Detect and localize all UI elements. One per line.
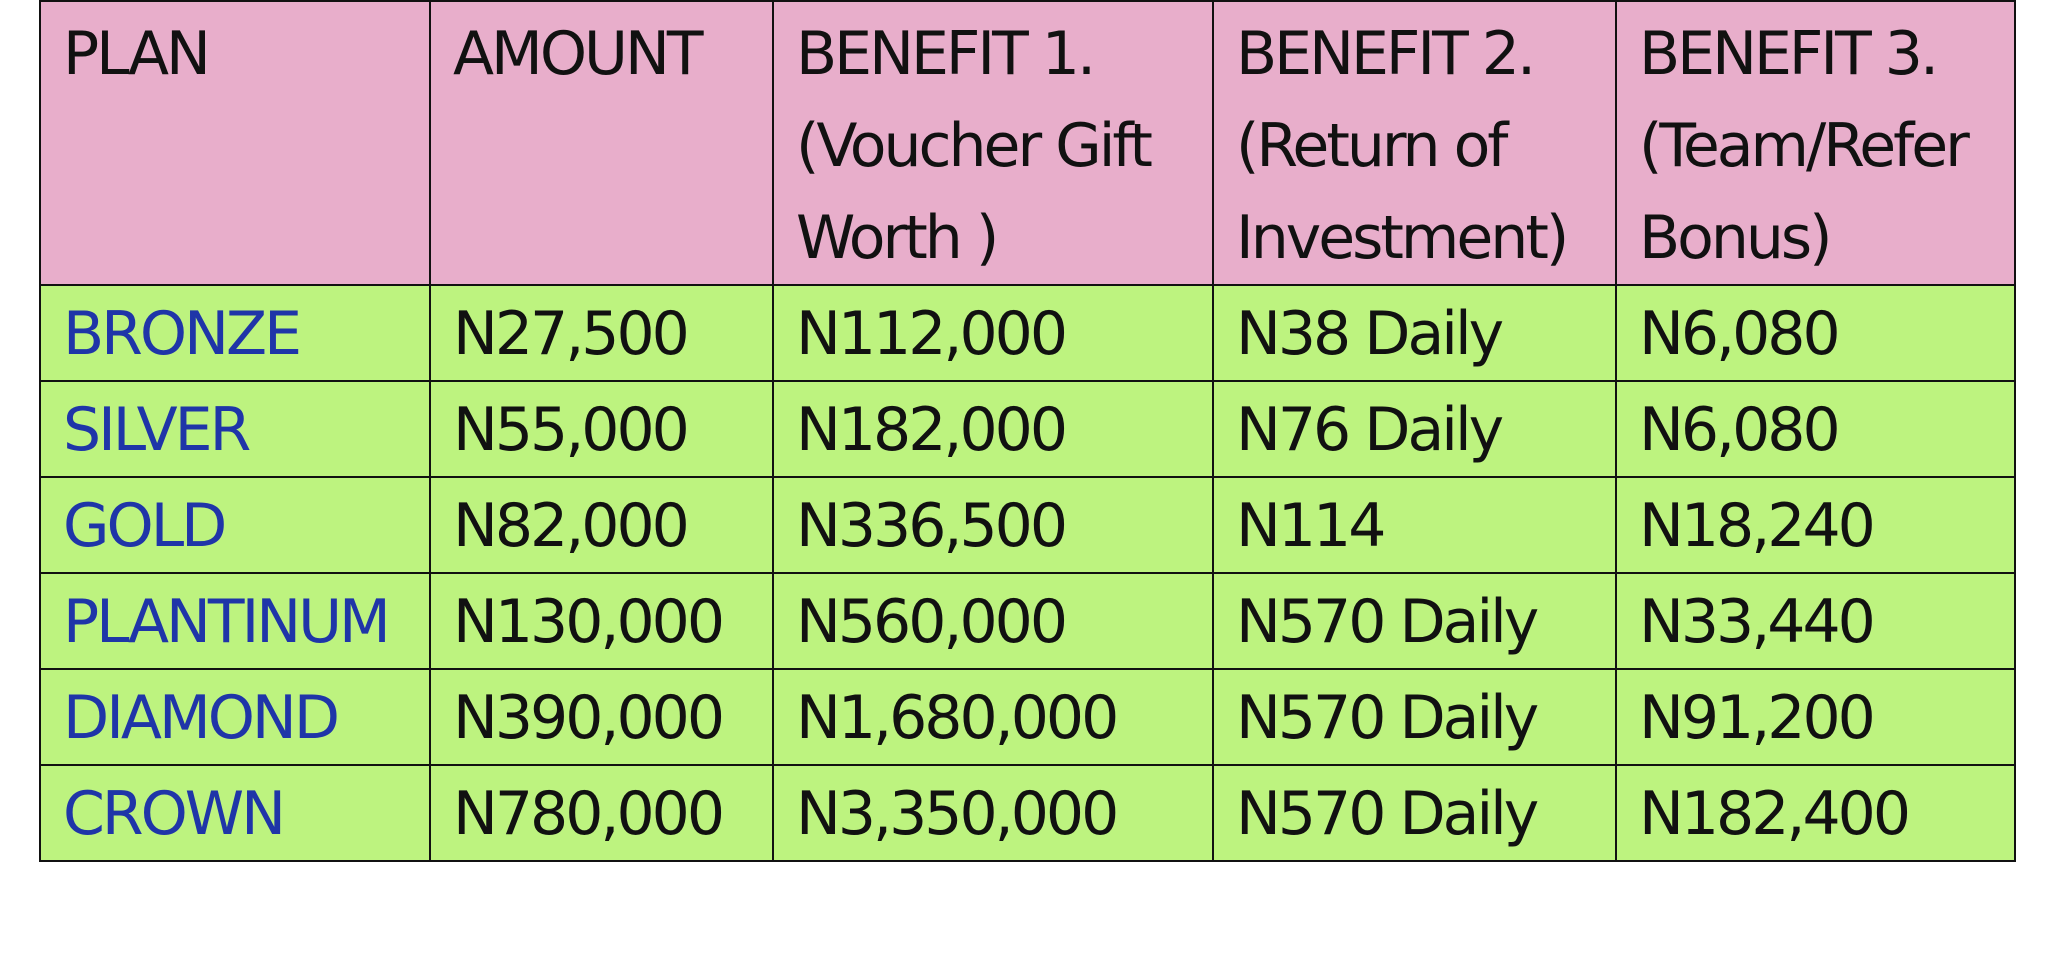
benefit1-cell: N112,000: [773, 285, 1213, 381]
plan-cell: DIAMOND: [40, 669, 430, 765]
plans-table-container: [39, 0, 2014, 862]
table-row: [40, 765, 2015, 861]
amount-cell: N82,000: [430, 477, 773, 573]
header-benefit1-line2: (Voucher Gift: [796, 111, 1150, 181]
table-row: [40, 381, 2015, 477]
benefit2-cell: N38 Daily: [1213, 285, 1616, 381]
benefit2-cell: N570 Daily: [1213, 669, 1616, 765]
header-benefit1-line3: Worth ): [796, 203, 997, 273]
benefit2-cell: N570 Daily: [1213, 765, 1616, 861]
table-row: [40, 573, 2015, 669]
header-benefit2: [1213, 1, 1616, 285]
table-row: [40, 669, 2015, 765]
plan-cell: SILVER: [40, 381, 430, 477]
table-header: [40, 1, 2015, 285]
table-body: [40, 285, 2015, 861]
amount-cell: N27,500: [430, 285, 773, 381]
benefit1-cell: N182,000: [773, 381, 1213, 477]
benefit3-cell: N6,080: [1616, 381, 2015, 477]
header-benefit3-line1: BENEFIT 3.: [1639, 19, 1937, 89]
header-amount: [430, 1, 773, 285]
header-row: [40, 1, 2015, 285]
benefit3-cell: N182,400: [1616, 765, 2015, 861]
amount-cell: N390,000: [430, 669, 773, 765]
header-benefit3: [1616, 1, 2015, 285]
plan-cell: GOLD: [40, 477, 430, 573]
header-benefit3-line3: Bonus): [1639, 203, 1830, 273]
benefit1-cell: N3,350,000: [773, 765, 1213, 861]
header-benefit2-line1: BENEFIT 2.: [1236, 19, 1534, 89]
plan-cell: BRONZE: [40, 285, 430, 381]
header-plan-label: PLAN: [63, 19, 208, 89]
benefit3-cell: N91,200: [1616, 669, 2015, 765]
table-row: [40, 477, 2015, 573]
amount-cell: N130,000: [430, 573, 773, 669]
table-row: [40, 285, 2015, 381]
plan-cell: CROWN: [40, 765, 430, 861]
benefit2-cell: N76 Daily: [1213, 381, 1616, 477]
benefit2-cell: N114: [1213, 477, 1616, 573]
header-benefit2-line2: (Return of: [1236, 111, 1506, 181]
header-benefit1: [773, 1, 1213, 285]
benefit3-cell: N18,240: [1616, 477, 2015, 573]
benefit3-cell: N6,080: [1616, 285, 2015, 381]
benefit1-cell: N560,000: [773, 573, 1213, 669]
benefit2-cell: N570 Daily: [1213, 573, 1616, 669]
benefit3-cell: N33,440: [1616, 573, 2015, 669]
benefit1-cell: N1,680,000: [773, 669, 1213, 765]
plan-cell: PLANTINUM: [40, 573, 430, 669]
header-benefit3-line2: (Team/Refer: [1639, 111, 1967, 181]
benefit1-cell: N336,500: [773, 477, 1213, 573]
plans-table: [39, 0, 2016, 862]
header-benefit1-line1: BENEFIT 1.: [796, 19, 1094, 89]
amount-cell: N55,000: [430, 381, 773, 477]
header-benefit2-line3: Investment): [1236, 203, 1567, 273]
amount-cell: N780,000: [430, 765, 773, 861]
header-plan: [40, 1, 430, 285]
header-amount-label: AMOUNT: [453, 19, 701, 89]
